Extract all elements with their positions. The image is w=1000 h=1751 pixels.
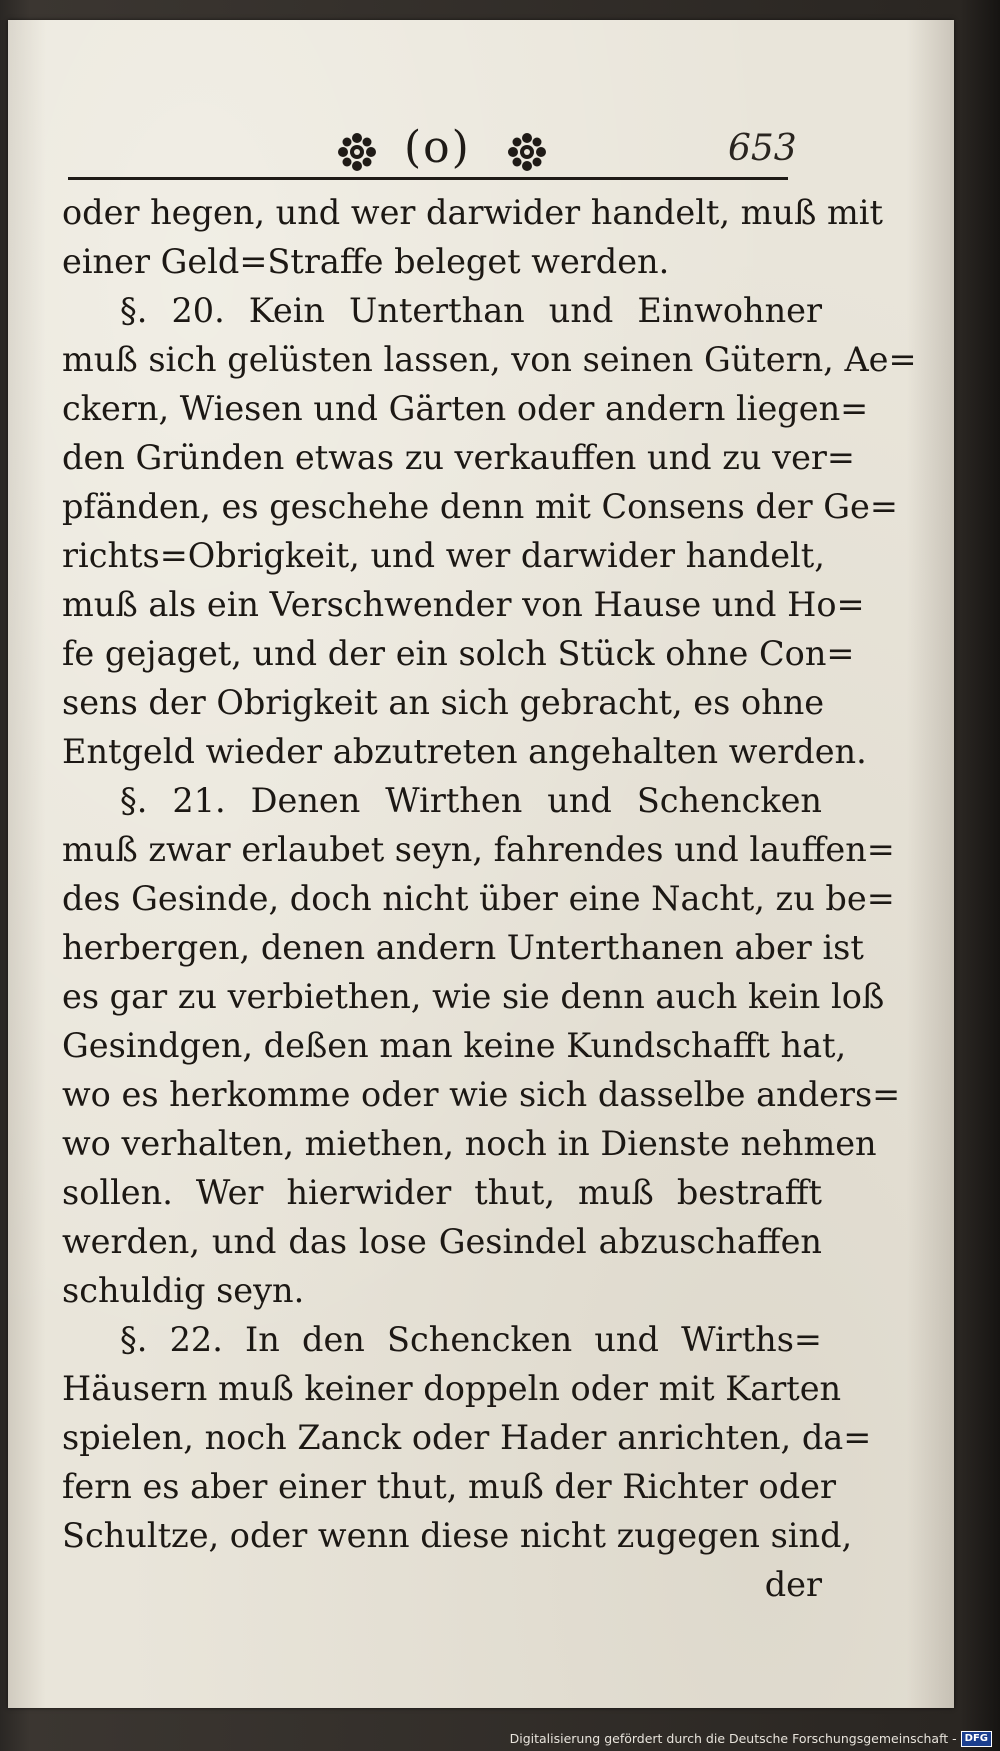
text-line: wo es herkomme oder wie sich dasselbe anders= — [62, 1075, 901, 1114]
text-line: sens der Obrigkeit an sich gebracht, es ohne — [62, 683, 825, 722]
text-line: muß zwar erlaubet seyn, fahrendes und lauffen= — [62, 830, 895, 869]
flower-ornament-icon — [337, 132, 377, 172]
text-line: wo verhalten, miethen, noch in Dienste nehmen — [62, 1124, 877, 1163]
text-line: §. 20. Kein Unterthan und Einwohner — [120, 291, 822, 330]
text-line: es gar zu verbiethen, wie sie denn auch kein loß — [62, 977, 885, 1016]
text-line: einer Geld=Straffe beleget werden. — [62, 242, 670, 281]
body-text — [62, 188, 917, 1609]
book-page — [8, 20, 954, 1708]
text-line: richts=Obrigkeit, und wer darwider handelt, — [62, 536, 825, 575]
text-line: muß sich gelüsten lassen, von seinen Gütern, Ae= — [62, 340, 917, 379]
catchword: der — [764, 1565, 822, 1604]
text-line: Gesindgen, deßen man keine Kundschafft hat, — [62, 1026, 847, 1065]
dfg-logo-icon: DFG — [961, 1731, 992, 1747]
text-line: pfänden, es geschehe denn mit Consens der Ge= — [62, 487, 898, 526]
text-line: §. 21. Denen Wirthen und Schencken — [120, 781, 822, 820]
footer-credit-text: Digitalisierung gefördert durch die Deutsche Forschungsgemeinschaft - — [509, 1731, 957, 1746]
text-line: Schultze, oder wenn diese nicht zugegen sind, — [62, 1516, 853, 1555]
text-line: den Gründen etwas zu verkauffen und zu ver= — [62, 438, 855, 477]
header-rule — [68, 177, 788, 180]
text-line: des Gesinde, doch nicht über eine Nacht, zu be= — [62, 879, 895, 918]
text-line: ckern, Wiesen und Gärten oder andern liegen= — [62, 389, 869, 428]
page-number: 653 — [728, 128, 797, 169]
flower-ornament-icon — [507, 132, 547, 172]
page-header — [8, 120, 954, 180]
text-line: herbergen, denen andern Unterthanen aber ist — [62, 928, 864, 967]
text-line: Entgeld wieder abzutreten angehalten werden. — [62, 732, 867, 771]
text-line: spielen, noch Zanck oder Hader anrichten, da= — [62, 1418, 872, 1457]
text-line: oder hegen, und wer darwider handelt, muß mit — [62, 193, 883, 232]
text-line: fern es aber einer thut, muß der Richter oder — [62, 1467, 836, 1506]
text-line: schuldig seyn. — [62, 1271, 305, 1310]
text-line: Häusern muß keiner doppeln oder mit Karten — [62, 1369, 842, 1408]
text-line: muß als ein Verschwender von Hause und Ho= — [62, 585, 865, 624]
signature-mark: (o) — [404, 122, 471, 173]
text-line: werden, und das lose Gesindel abzuschaffen — [62, 1222, 822, 1261]
text-line: sollen. Wer hierwider thut, muß bestrafft — [62, 1173, 822, 1212]
text-line: §. 22. In den Schencken und Wirths= — [120, 1320, 822, 1359]
text-line: fe gejaget, und der ein solch Stück ohne Con= — [62, 634, 855, 673]
footer-credit — [510, 1729, 992, 1749]
